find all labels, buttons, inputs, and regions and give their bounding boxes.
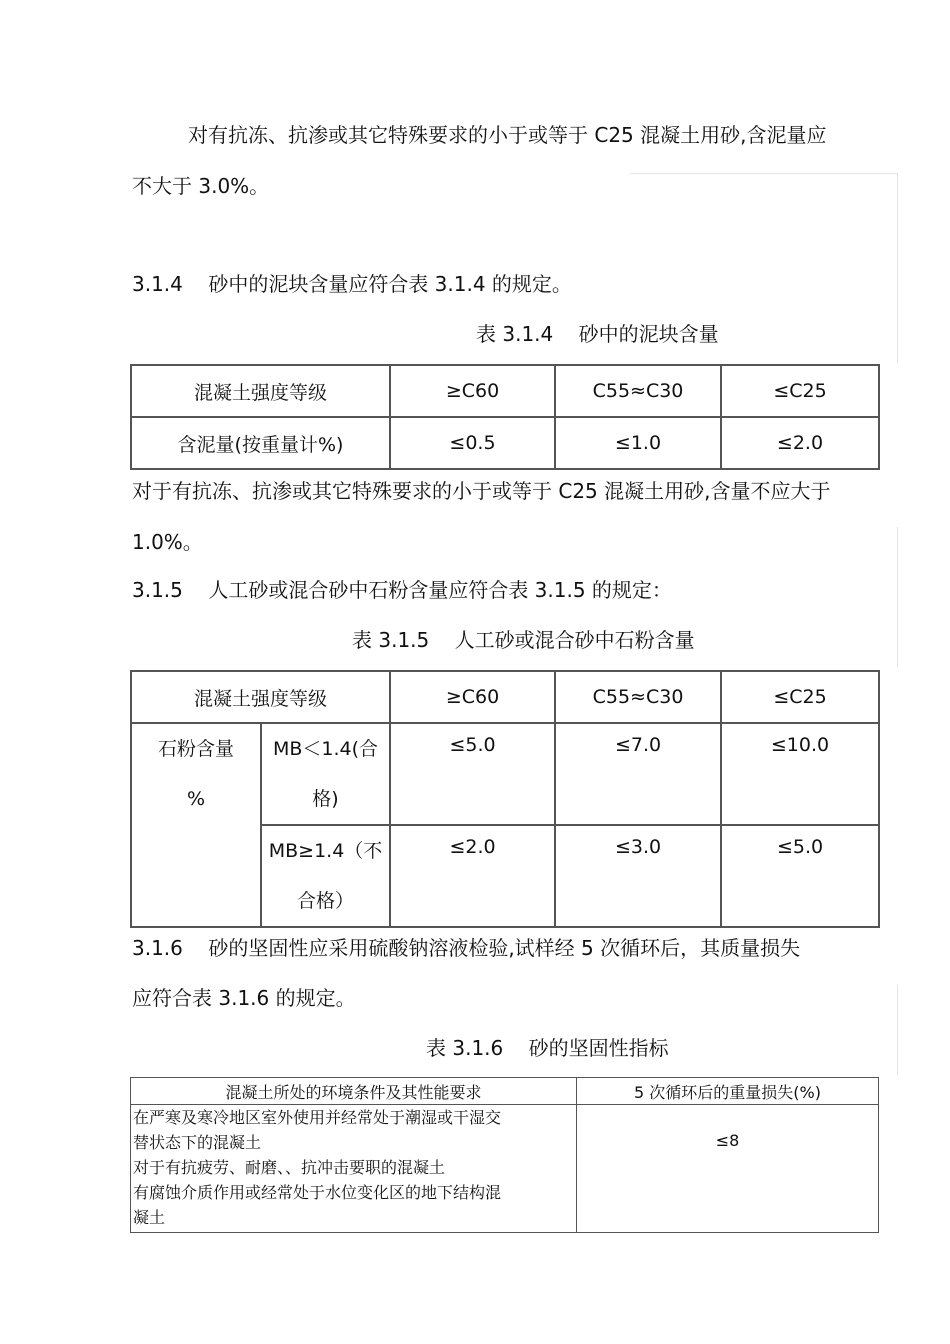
header-cell: 混凝土强度等级	[131, 671, 390, 723]
table-cell: ≤3.0	[555, 825, 721, 927]
condition-line: 对于有抗疲劳、耐磨、、抗冲击要职的混凝土	[133, 1158, 446, 1177]
condition-line: 有腐蚀介质作用或经常处于水位变化区的地下结构混	[133, 1183, 502, 1202]
table-cell: ≤5.0	[390, 723, 555, 825]
table-3-1-4	[130, 364, 880, 470]
table-cell: ≤2.0	[721, 417, 879, 469]
sub-label-line: 合格）	[297, 890, 355, 912]
table-cell: ≤1.0	[555, 417, 721, 469]
header-cell: ≤C25	[721, 671, 879, 723]
table-header-row	[131, 1078, 879, 1105]
sub-label-line: MB＜1.4(合	[272, 738, 379, 760]
header-cell: 混凝土强度等级	[131, 365, 390, 417]
row-label-line: %	[186, 788, 206, 810]
table-header-row	[131, 365, 879, 417]
table-3-1-5-title: 表 3.1.5 人工砂或混合砂中石粉含量	[352, 628, 695, 652]
row-label-line: 石粉含量	[157, 738, 234, 760]
header-cell: 混凝土所处的环境条件及其性能要求	[131, 1078, 577, 1105]
scan-artifact-line	[897, 173, 898, 363]
table-cell: ≤2.0	[390, 825, 555, 927]
table-header-row	[131, 671, 879, 723]
condition-cell	[131, 1105, 577, 1233]
section-3-1-5-text: 3.1.5 人工砂或混合砂中石粉含量应符合表 3.1.5 的规定：	[132, 578, 672, 602]
table-row	[131, 1105, 879, 1233]
sub-label	[261, 825, 390, 927]
row-label	[131, 723, 261, 927]
scan-artifact-line	[897, 527, 898, 667]
table-cell: ≤0.5	[390, 417, 555, 469]
note-3-1-4-line-1: 对于有抗冻、抗渗或其它特殊要求的小于或等于 C25 混凝土用砂,含量不应大于	[132, 479, 831, 503]
value-cell: ≤8	[577, 1105, 879, 1233]
row-label: 含泥量(按重量计%)	[131, 417, 390, 469]
condition-line: 在严寒及寒冷地区室外使用并经常处于潮湿或干湿交	[133, 1108, 502, 1127]
sub-label	[261, 723, 390, 825]
table-3-1-6	[130, 1077, 879, 1233]
sub-label-line: MB≥1.4（不	[268, 840, 383, 862]
table-3-1-4-title: 表 3.1.4 砂中的泥块含量	[476, 322, 719, 346]
table-3-1-6-title: 表 3.1.6 砂的坚固性指标	[426, 1036, 669, 1060]
header-cell: C55≈C30	[555, 365, 721, 417]
section-3-1-6-line-2: 应符合表 3.1.6 的规定。	[132, 986, 356, 1010]
header-cell: ≤C25	[721, 365, 879, 417]
table-cell: ≤7.0	[555, 723, 721, 825]
header-cell: ≥C60	[390, 365, 555, 417]
section-3-1-4-text: 3.1.4 砂中的泥块含量应符合表 3.1.4 的规定。	[132, 272, 572, 296]
table-cell: ≤5.0	[721, 825, 879, 927]
header-cell: 5 次循环后的重量损失(%)	[577, 1078, 879, 1105]
table-row	[131, 723, 879, 825]
table-cell: ≤10.0	[721, 723, 879, 825]
condition-line: 替状态下的混凝土	[133, 1133, 262, 1152]
condition-line: 凝土	[133, 1208, 166, 1227]
header-cell: C55≈C30	[555, 671, 721, 723]
table-3-1-5	[130, 670, 880, 928]
scan-artifact-line	[630, 173, 898, 174]
section-3-1-6-line-1: 3.1.6 砂的坚固性应采用硫酸钠溶液检验,试样经 5 次循环后，其质量损失	[132, 936, 801, 960]
table-row	[131, 417, 879, 469]
note-3-1-4-line-2: 1.0%。	[132, 530, 203, 554]
header-cell: ≥C60	[390, 671, 555, 723]
intro-line-2: 不大于 3.0%。	[132, 174, 270, 198]
intro-line-1: 对有抗冻、抗渗或其它特殊要求的小于或等于 C25 混凝土用砂,含泥量应	[188, 123, 827, 147]
scan-artifact-line	[897, 985, 898, 1075]
sub-label-line: 格)	[312, 788, 339, 810]
